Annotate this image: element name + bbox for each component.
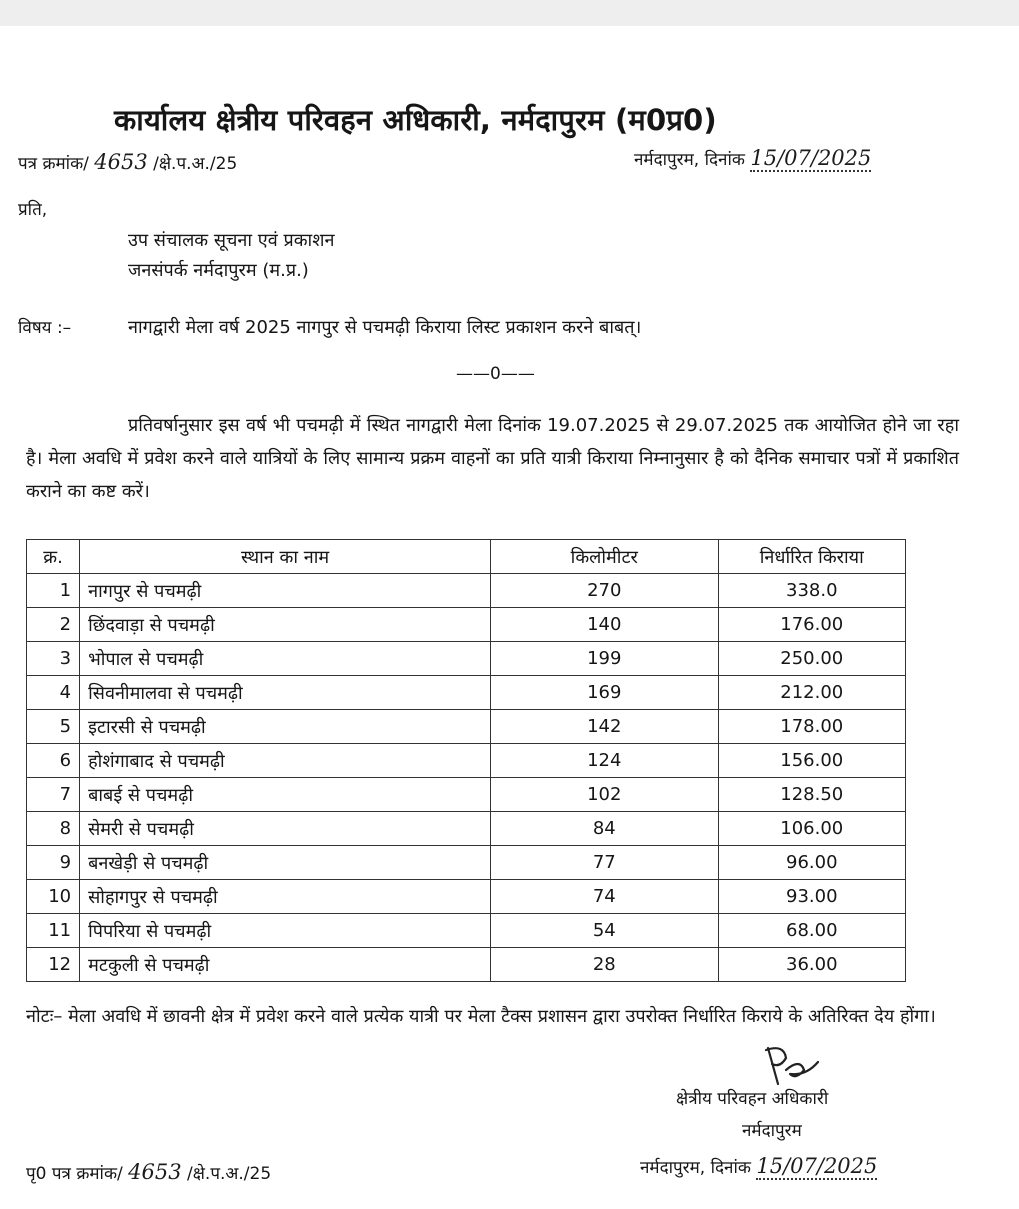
endorsement-date (640, 1154, 877, 1178)
row-serial: 3 (27, 642, 80, 676)
row-fare: 156.00 (718, 744, 905, 778)
separator: ——0—— (456, 364, 535, 384)
row-fare: 36.00 (718, 948, 905, 982)
letter-date (634, 146, 871, 170)
ref-label: पत्र क्रमांक/ (18, 154, 89, 174)
table-row (27, 846, 906, 880)
row-fare: 176.00 (718, 608, 905, 642)
endorsement-reference (26, 1160, 271, 1184)
row-fare: 106.00 (718, 812, 905, 846)
row-place: सेमरी से पचमढ़ी (80, 812, 491, 846)
row-km: 102 (491, 778, 719, 812)
row-km: 54 (491, 914, 719, 948)
table-row (27, 574, 906, 608)
table-row (27, 778, 906, 812)
table-row (27, 676, 906, 710)
row-serial: 1 (27, 574, 80, 608)
signature-designation: क्षेत्रीय परिवहन अधिकारी (676, 1089, 829, 1109)
row-km: 270 (491, 574, 719, 608)
endorsement-date-handwritten: 15/07/2025 (756, 1154, 878, 1178)
row-serial: 9 (27, 846, 80, 880)
row-serial: 11 (27, 914, 80, 948)
header-place: स्थान का नाम (80, 540, 491, 574)
table-row (27, 744, 906, 778)
row-km: 199 (491, 642, 719, 676)
row-fare: 338.0 (718, 574, 905, 608)
row-fare: 93.00 (718, 880, 905, 914)
table-row (27, 914, 906, 948)
row-km: 84 (491, 812, 719, 846)
note-label: नोटः– (26, 1006, 63, 1027)
signature-place: नर्मदापुरम (742, 1121, 802, 1141)
row-place: नागपुर से पचमढ़ी (80, 574, 491, 608)
row-serial: 4 (27, 676, 80, 710)
row-place: पिपरिया से पचमढ़ी (80, 914, 491, 948)
prati-label: प्रति, (18, 200, 48, 220)
office-heading: कार्यालय क्षेत्रीय परिवहन अधिकारी, नर्मदापुरम (म0प्र0) (114, 103, 717, 137)
header-fare: निर्धारित किराया (718, 540, 905, 574)
row-km: 124 (491, 744, 719, 778)
row-km: 77 (491, 846, 719, 880)
row-fare: 178.00 (718, 710, 905, 744)
row-fare: 250.00 (718, 642, 905, 676)
table-header-row (27, 540, 906, 574)
table-row (27, 608, 906, 642)
body-paragraph: प्रतिवर्षानुसार इस वर्ष भी पचमढ़ी में स्थित नागद्वारी मेला दिनांक 19.07.2025 से 29.07.2025 तक आयोजित होने जा रहा है। मेला अवधि में प्रवेश करने वाले यात्रियों के लिए सामान्य प्रक्रम वाहनों का प्रति यात्री किराया निम्नानुसार है को दैनिक समाचार पत्रों में प्रकाशित कराने का कष्ट करें। (26, 415, 959, 502)
subject-label: विषय :– (18, 318, 72, 338)
addressee-line-2: जनसंपर्क नर्मदापुरम (म.प्र.) (128, 260, 309, 281)
subject-text: नागद्वारी मेला वर्ष 2025 नागपुर से पचमढ़ी किराया लिस्ट प्रकाशन करने बाबत्। (128, 317, 642, 338)
row-serial: 6 (27, 744, 80, 778)
row-serial: 7 (27, 778, 80, 812)
signature-mark (756, 1040, 826, 1090)
table-row (27, 642, 906, 676)
row-place: छिंदवाड़ा से पचमढ़ी (80, 608, 491, 642)
endorsement-ref-handwritten: 4653 (128, 1160, 182, 1184)
row-serial: 12 (27, 948, 80, 982)
date-label: नर्मदापुरम, दिनांक (634, 150, 745, 170)
row-km: 74 (491, 880, 719, 914)
row-fare: 68.00 (718, 914, 905, 948)
date-handwritten: 15/07/2025 (750, 146, 872, 170)
header-km: किलोमीटर (491, 540, 719, 574)
addressee-line-1: उप संचालक सूचना एवं प्रकाशन (128, 230, 335, 251)
row-place: होशंगाबाद से पचमढ़ी (80, 744, 491, 778)
row-fare: 212.00 (718, 676, 905, 710)
table-row (27, 880, 906, 914)
row-place: सोहागपुर से पचमढ़ी (80, 880, 491, 914)
row-serial: 5 (27, 710, 80, 744)
row-km: 142 (491, 710, 719, 744)
row-place: इटारसी से पचमढ़ी (80, 710, 491, 744)
row-place: मटकुली से पचमढ़ी (80, 948, 491, 982)
row-km: 28 (491, 948, 719, 982)
ref-number-handwritten: 4653 (94, 150, 148, 174)
row-fare: 96.00 (718, 846, 905, 880)
top-bar (0, 0, 1019, 26)
row-km: 140 (491, 608, 719, 642)
table-row (27, 812, 906, 846)
row-serial: 2 (27, 608, 80, 642)
table-row (27, 710, 906, 744)
endorsement-ref-label: पृ0 पत्र क्रमांक/ (26, 1164, 123, 1184)
row-place: भोपाल से पचमढ़ी (80, 642, 491, 676)
note-text: मेला अवधि में छावनी क्षेत्र में प्रवेश करने वाले प्रत्येक यात्री पर मेला टैक्स प्रशासन द्वारा उपरोक्त निर्धारित किराये के अतिरिक्त देय होंगा। (68, 1006, 936, 1027)
endorsement-ref-suffix: /क्षे.प.अ./25 (187, 1164, 272, 1184)
row-fare: 128.50 (718, 778, 905, 812)
letter-reference (18, 150, 237, 174)
row-place: सिवनीमालवा से पचमढ़ी (80, 676, 491, 710)
row-place: बनखेड़ी से पचमढ़ी (80, 846, 491, 880)
ref-suffix: /क्षे.प.अ./25 (153, 154, 238, 174)
header-serial: क्र. (27, 540, 80, 574)
note-paragraph (26, 1000, 959, 1033)
row-place: बाबई से पचमढ़ी (80, 778, 491, 812)
row-serial: 8 (27, 812, 80, 846)
row-km: 169 (491, 676, 719, 710)
row-serial: 10 (27, 880, 80, 914)
table-row (27, 948, 906, 982)
endorsement-date-label: नर्मदापुरम, दिनांक (640, 1158, 751, 1178)
fare-table (26, 539, 906, 982)
